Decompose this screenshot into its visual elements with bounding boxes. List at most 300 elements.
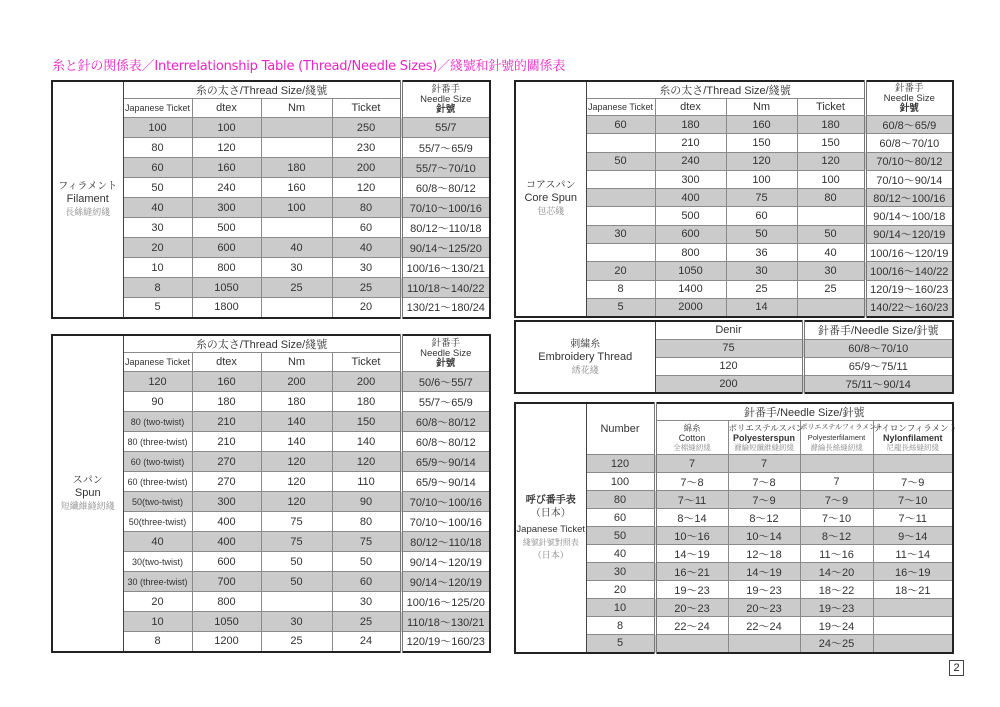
needle-header-cn: 針號 — [436, 103, 456, 115]
ticket-cell: 120 — [797, 152, 865, 170]
japanese-ticket-cell: 50(three-twist) — [123, 512, 192, 532]
ticket-cell: 140 — [332, 432, 401, 452]
needle-size-cell: 80/12～110/18 — [401, 532, 490, 552]
cotton-cell — [655, 635, 728, 653]
embroidery-table — [514, 320, 954, 394]
dtex-cell: 270 — [192, 452, 261, 472]
japanese-ticket-cell: 30 (three-twist) — [123, 572, 192, 592]
embroidery-label-en: Embroidery Thread — [538, 350, 633, 363]
japanese-ticket-cell: 60 (three-twist) — [123, 472, 192, 492]
needle-size-cell: 120/19～160/23 — [865, 280, 953, 298]
needle-size-cell: 80/12～100/16 — [865, 189, 953, 207]
dtex-cell: 1400 — [655, 280, 726, 298]
core-spun-label-cn: 包芯綫 — [537, 206, 565, 217]
needle-size-cell: 70/10～90/14 — [865, 170, 953, 188]
nm-cell: 30 — [261, 612, 332, 632]
dtex-cell: 600 — [192, 238, 261, 258]
polyester-spun-cell: 12～18 — [728, 545, 800, 563]
needle-size-cell: 70/10～100/16 — [401, 198, 490, 218]
cotton-cell: 8～14 — [655, 509, 728, 527]
japanese-ticket-cell: 50(two-twist) — [123, 492, 192, 512]
dtex-cell: 700 — [192, 572, 261, 592]
nm-cell: 120 — [261, 472, 332, 492]
japanese-ticket-cell — [586, 189, 655, 207]
polyester-spun-header — [728, 421, 804, 455]
dtex-cell: 500 — [655, 207, 726, 225]
japanese-ticket-cell: 20 — [586, 262, 655, 280]
japanese-ticket-header: Japanese Ticket — [586, 99, 655, 116]
filament-label-en: Filament — [66, 192, 109, 205]
needle-size-cell: 110/18～140/22 — [401, 278, 490, 298]
number-cell: 40 — [586, 545, 655, 563]
polyester-filament-cell: 24～25 — [800, 635, 873, 653]
nm-cell: 50 — [726, 225, 797, 243]
japanese-ticket-cell: 40 — [123, 198, 192, 218]
needle-size-header — [401, 81, 490, 118]
polyester-spun-cell: 10～14 — [728, 527, 800, 545]
nm-cell: 100 — [261, 198, 332, 218]
embroidery-label — [515, 321, 655, 393]
ticket-cell: 30 — [797, 262, 865, 280]
filament-label — [52, 81, 123, 318]
ticket-cell: 30 — [332, 258, 401, 278]
ticket-cell: 80 — [332, 512, 401, 532]
needle-size-header: 針番手/Needle Size/針號 — [655, 403, 953, 421]
dtex-cell: 180 — [655, 116, 726, 134]
nylon-filament-cell — [873, 617, 953, 635]
needle-size-cell: 100/16～130/21 — [401, 258, 490, 278]
needle-header-jp: 針番手 — [431, 337, 461, 349]
nm-cell — [261, 218, 332, 238]
polyester-spun-header-en: Polyesterspun — [732, 432, 796, 443]
ticket-cell: 80 — [797, 189, 865, 207]
nm-cell: 50 — [261, 572, 332, 592]
core-spun-body — [515, 81, 953, 317]
polyester-filament-cell: 19～23 — [800, 599, 873, 617]
japanese-ticket-cell: 20 — [123, 238, 192, 258]
polyester-filament-cell: 7～10 — [800, 509, 873, 527]
polyester-spun-cell: 7～8 — [728, 473, 800, 491]
polyester-spun-cell: 8～12 — [728, 509, 800, 527]
dtex-cell: 210 — [192, 412, 261, 432]
nm-cell: 40 — [261, 238, 332, 258]
japanese-ticket-cell: 10 — [123, 258, 192, 278]
japanese-ticket-cell: 40 — [123, 532, 192, 552]
polyester-spun-cell: 20～23 — [728, 599, 800, 617]
dtex-cell: 1050 — [192, 278, 261, 298]
dtex-cell: 1200 — [192, 632, 261, 652]
ticket-cell: 25 — [332, 278, 401, 298]
japanese-ticket-cell: 90 — [123, 392, 192, 412]
nm-header: Nm — [261, 99, 332, 118]
ticket-cell: 25 — [332, 612, 401, 632]
polyester-spun-header-jp: ポリエステルスパン — [728, 422, 804, 433]
japanese-ticket-cell: 20 — [123, 592, 192, 612]
polyester-spun-header-cn: 滌綸短纖維縫紉綫 — [734, 442, 794, 452]
nm-cell: 180 — [261, 392, 332, 412]
needle-size-cell: 55/7 — [401, 118, 490, 138]
ticket-cell: 50 — [332, 552, 401, 572]
dtex-cell: 500 — [192, 218, 261, 238]
ticket-cell: 75 — [332, 532, 401, 552]
japanese-ticket-cell: 8 — [586, 280, 655, 298]
japanese-ticket-cell: 60 — [123, 158, 192, 178]
polyester-filament-cell: 18～22 — [800, 581, 873, 599]
ticket-cell: 250 — [332, 118, 401, 138]
dtex-cell: 270 — [192, 472, 261, 492]
ticket-cell: 40 — [332, 238, 401, 258]
nm-cell: 60 — [726, 207, 797, 225]
japanese-ticket-body — [515, 403, 957, 653]
nm-cell: 50 — [261, 552, 332, 572]
ticket-cell: 150 — [797, 134, 865, 152]
needle-header-cn: 針號 — [899, 102, 919, 114]
japanese-ticket-cell: 60 (two-twist) — [123, 452, 192, 472]
polyester-filament-cell: 19～24 — [800, 617, 873, 635]
nm-cell: 30 — [261, 258, 332, 278]
nm-cell: 25 — [261, 632, 332, 652]
number-header: Number — [586, 403, 655, 455]
polyester-filament-cell: 7 — [800, 473, 873, 491]
polyester-filament-cell: 8～12 — [800, 527, 873, 545]
japanese-ticket-cell — [586, 134, 655, 152]
needle-size-cell: 65/9～90/14 — [401, 472, 490, 492]
filament-table — [51, 80, 491, 319]
cotton-header-en: Cotton — [678, 432, 706, 443]
cotton-cell: 7～8 — [655, 473, 728, 491]
header-row — [52, 81, 490, 99]
ticket-cell: 30 — [332, 592, 401, 612]
japanese-ticket-cell — [586, 170, 655, 188]
nylon-filament-header-cn: 尼龍長絲縫紉綫 — [886, 442, 939, 452]
ticket-cell: 230 — [332, 138, 401, 158]
ticket-cell: 120 — [332, 178, 401, 198]
needle-size-cell: 80/12～110/18 — [401, 218, 490, 238]
core-spun-table — [514, 80, 954, 318]
nm-cell: 36 — [726, 244, 797, 262]
embroidery-needle-header: 針番手/Needle Size/針號 — [803, 321, 953, 339]
japanese-ticket-label-cn2: （日本） — [532, 549, 569, 560]
ticket-cell: 60 — [332, 572, 401, 592]
polyester-filament-cell: 14～20 — [800, 563, 873, 581]
polyester-spun-cell: 19～23 — [728, 581, 800, 599]
polyester-spun-cell — [728, 635, 800, 653]
nm-cell — [261, 118, 332, 138]
number-cell: 30 — [586, 563, 655, 581]
needle-size-cell: 140/22～160/23 — [865, 298, 953, 316]
dtex-cell: 300 — [192, 198, 261, 218]
needle-size-cell: 100/16～120/19 — [865, 244, 953, 262]
dtex-cell: 300 — [192, 492, 261, 512]
nylon-filament-cell: 7～9 — [873, 473, 953, 491]
ticket-cell: 120 — [332, 452, 401, 472]
ticket-cell: 150 — [332, 412, 401, 432]
polyester-spun-cell: 14～19 — [728, 563, 800, 581]
needle-size-cell: 70/10～100/16 — [401, 512, 490, 532]
cotton-cell: 7～11 — [655, 491, 728, 509]
japanese-ticket-label — [515, 403, 586, 653]
nm-cell: 120 — [726, 152, 797, 170]
dtex-cell: 160 — [192, 158, 261, 178]
needle-size-cell: 120/19～160/23 — [401, 632, 490, 652]
japanese-ticket-label-en: Japanese Ticket — [516, 523, 586, 535]
japanese-ticket-cell: 50 — [586, 152, 655, 170]
dtex-cell: 300 — [655, 170, 726, 188]
japanese-ticket-cell: 100 — [123, 118, 192, 138]
needle-size-cell: 65/9～90/14 — [401, 452, 490, 472]
nylon-filament-cell — [873, 599, 953, 617]
core-spun-label-jp: コアスパン — [525, 180, 576, 192]
cotton-cell: 19～23 — [655, 581, 728, 599]
polyester-filament-cell — [800, 455, 873, 473]
polyester-filament-header — [800, 421, 884, 455]
nm-header: Nm — [261, 353, 332, 372]
polyester-filament-header-cn: 滌綸長絲縫紉綫 — [810, 442, 863, 452]
dtex-cell: 210 — [655, 134, 726, 152]
japanese-ticket-cell: 30 — [586, 225, 655, 243]
number-cell: 100 — [586, 473, 655, 491]
nm-cell: 25 — [261, 278, 332, 298]
japanese-ticket-cell — [586, 207, 655, 225]
filament-label-cn: 長絲縫紉綫 — [65, 206, 111, 217]
dtex-cell: 240 — [192, 178, 261, 198]
cotton-header — [655, 421, 728, 455]
ticket-cell: 110 — [332, 472, 401, 492]
dtex-cell: 600 — [192, 552, 261, 572]
nm-cell: 100 — [726, 170, 797, 188]
japanese-ticket-cell: 60 — [586, 116, 655, 134]
denir-cell: 200 — [655, 375, 803, 393]
nylon-filament-header-en: Nylonfilament — [882, 432, 943, 443]
needle-size-cell: 60/8～80/12 — [401, 412, 490, 432]
nm-cell: 120 — [261, 452, 332, 472]
polyester-spun-cell: 22～24 — [728, 617, 800, 635]
dtex-header: dtex — [655, 99, 726, 116]
dtex-cell: 2000 — [655, 298, 726, 316]
dtex-cell: 120 — [192, 138, 261, 158]
japanese-ticket-cell — [586, 244, 655, 262]
japanese-ticket-cell: 30 — [123, 218, 192, 238]
needle-size-cell: 90/14～120/19 — [865, 225, 953, 243]
japanese-ticket-table — [514, 402, 957, 654]
nm-header: Nm — [726, 99, 797, 116]
nm-cell: 30 — [726, 262, 797, 280]
polyester-filament-cell: 11～16 — [800, 545, 873, 563]
spun-table — [51, 334, 491, 653]
nylon-filament-cell — [873, 635, 953, 653]
nm-cell: 25 — [726, 280, 797, 298]
needle-size-cell: 60/8～80/12 — [401, 432, 490, 452]
nm-cell: 75 — [261, 532, 332, 552]
needle-size-cell: 60/8～65/9 — [865, 116, 953, 134]
ticket-header: Ticket — [332, 99, 401, 118]
polyester-filament-cell: 7～9 — [800, 491, 873, 509]
needle-size-cell: 60/8～80/12 — [401, 178, 490, 198]
japanese-ticket-cell: 5 — [586, 298, 655, 316]
number-cell: 8 — [586, 617, 655, 635]
ticket-cell: 100 — [797, 170, 865, 188]
japanese-ticket-label-cn: 綫號針號對照表 — [522, 537, 579, 547]
spun-body — [52, 335, 490, 652]
japanese-ticket-cell: 8 — [123, 632, 192, 652]
spun-label-jp: スパン — [72, 474, 103, 486]
ticket-cell: 60 — [332, 218, 401, 238]
embroidery-label-jp: 刺繍糸 — [570, 338, 601, 350]
ticket-cell: 40 — [797, 244, 865, 262]
denir-cell: 75 — [655, 339, 803, 357]
cotton-cell: 14～19 — [655, 545, 728, 563]
needle-cell: 75/11～90/14 — [803, 375, 953, 393]
nylon-filament-cell — [873, 455, 953, 473]
needle-cell: 65/9～75/11 — [803, 357, 953, 375]
embroidery-label-cn: 綉花綫 — [571, 364, 599, 375]
spun-label — [52, 335, 123, 652]
needle-header-jp: 針番手 — [895, 82, 924, 94]
nm-cell — [261, 298, 332, 318]
nm-cell: 160 — [726, 116, 797, 134]
number-cell: 60 — [586, 509, 655, 527]
nm-cell: 160 — [261, 178, 332, 198]
japanese-ticket-cell: 10 — [123, 612, 192, 632]
nm-cell — [261, 138, 332, 158]
ticket-cell: 50 — [797, 225, 865, 243]
header-row — [515, 81, 953, 99]
page-number: 2 — [949, 660, 964, 676]
ticket-cell: 180 — [332, 392, 401, 412]
japanese-ticket-cell: 80 (two-twist) — [123, 412, 192, 432]
ticket-header: Ticket — [332, 353, 401, 372]
nm-cell: 140 — [261, 412, 332, 432]
nm-cell: 150 — [726, 134, 797, 152]
dtex-cell: 800 — [192, 258, 261, 278]
needle-cell: 60/8～70/10 — [803, 339, 953, 357]
nm-cell: 200 — [261, 372, 332, 392]
japanese-ticket-cell: 80 — [123, 138, 192, 158]
thread-size-header: 糸の太さ/Thread Size/綫號 — [123, 335, 401, 353]
needle-header-en: Needle Size — [420, 347, 472, 359]
cotton-cell: 16～21 — [655, 563, 728, 581]
ticket-cell: 24 — [332, 632, 401, 652]
ticket-cell — [797, 207, 865, 225]
number-cell: 10 — [586, 599, 655, 617]
dtex-header: dtex — [192, 99, 261, 118]
polyester-filament-header-jp: ポリエステルフィラメント — [800, 423, 884, 431]
nylon-filament-cell: 9～14 — [873, 527, 953, 545]
needle-size-cell: 70/10～80/12 — [865, 152, 953, 170]
dtex-cell: 800 — [655, 244, 726, 262]
japanese-ticket-label-jp2: （日本） — [530, 507, 571, 519]
japanese-ticket-cell: 8 — [123, 278, 192, 298]
dtex-cell: 1050 — [655, 262, 726, 280]
cotton-header-cn: 全棉縫紉綫 — [673, 442, 711, 452]
needle-header-en: Needle Size — [420, 93, 472, 105]
ticket-cell: 20 — [332, 298, 401, 318]
ticket-cell: 200 — [332, 158, 401, 178]
needle-size-cell: 50/6～55/7 — [401, 372, 490, 392]
needle-size-cell: 100/16～140/22 — [865, 262, 953, 280]
number-cell: 80 — [586, 491, 655, 509]
dtex-cell: 180 — [192, 392, 261, 412]
needle-size-cell: 55/7～65/9 — [401, 138, 490, 158]
dtex-cell: 1050 — [192, 612, 261, 632]
dtex-cell: 800 — [192, 592, 261, 612]
needle-size-cell: 100/16～125/20 — [401, 592, 490, 612]
japanese-ticket-cell: 30(two-twist) — [123, 552, 192, 572]
filament-label-jp: フィラメント — [58, 180, 118, 192]
nylon-filament-cell: 11～14 — [873, 545, 953, 563]
cotton-cell: 10～16 — [655, 527, 728, 545]
dtex-cell: 160 — [192, 372, 261, 392]
cotton-header-jp: 綿糸 — [683, 422, 701, 433]
nm-cell — [261, 592, 332, 612]
thread-size-header: 糸の太さ/Thread Size/綫號 — [123, 81, 401, 99]
denir-cell: 120 — [655, 357, 803, 375]
ticket-header: Ticket — [797, 99, 865, 116]
cotton-cell: 22～24 — [655, 617, 728, 635]
dtex-cell: 600 — [655, 225, 726, 243]
ticket-cell: 90 — [332, 492, 401, 512]
core-spun-label — [515, 81, 586, 317]
ticket-cell: 25 — [797, 280, 865, 298]
japanese-ticket-header: Japanese Ticket — [123, 99, 192, 118]
needle-size-cell: 55/7～65/9 — [401, 392, 490, 412]
nylon-filament-cell: 7～11 — [873, 509, 953, 527]
nm-cell: 14 — [726, 298, 797, 316]
spun-label-en: Spun — [74, 486, 101, 499]
ticket-cell: 200 — [332, 372, 401, 392]
nylon-filament-header-jp: ナイロンフィラメント — [873, 422, 957, 433]
page-title: 糸と針の関係表／Interrelationship Table (Thread/Needle Sizes)／綫號和針號的關係表 — [52, 59, 566, 74]
nm-cell: 180 — [261, 158, 332, 178]
spun-label-cn: 短纖維縫紉綫 — [60, 500, 115, 511]
japanese-ticket-cell: 5 — [123, 298, 192, 318]
header-row — [515, 403, 953, 421]
needle-size-cell: 90/14～120/19 — [401, 552, 490, 572]
japanese-ticket-cell: 120 — [123, 372, 192, 392]
needle-size-header — [865, 81, 953, 116]
needle-size-cell: 90/14～125/20 — [401, 238, 490, 258]
dtex-header: dtex — [192, 353, 261, 372]
thread-size-header: 糸の太さ/Thread Size/綫號 — [586, 81, 865, 99]
polyester-spun-cell: 7 — [728, 455, 800, 473]
dtex-cell: 210 — [192, 432, 261, 452]
number-cell: 50 — [586, 527, 655, 545]
core-spun-label-en: Core Spun — [524, 192, 578, 205]
japanese-ticket-label-jp: 呼び番手表 — [525, 494, 576, 506]
denir-header: Denir — [655, 321, 803, 339]
nm-cell: 120 — [261, 492, 332, 512]
dtex-cell: 400 — [192, 512, 261, 532]
ticket-cell: 80 — [332, 198, 401, 218]
header-row — [52, 335, 490, 353]
ticket-cell — [797, 298, 865, 316]
needle-size-cell: 90/14～120/19 — [401, 572, 490, 592]
nylon-filament-header — [873, 421, 957, 455]
japanese-ticket-cell: 50 — [123, 178, 192, 198]
filament-body — [52, 81, 490, 318]
ticket-cell: 180 — [797, 116, 865, 134]
dtex-cell: 240 — [655, 152, 726, 170]
needle-size-cell: 55/7～70/10 — [401, 158, 490, 178]
japanese-ticket-header: Japanese Ticket — [123, 353, 192, 372]
needle-size-header — [401, 335, 490, 372]
cotton-cell: 7 — [655, 455, 728, 473]
nylon-filament-cell: 18～21 — [873, 581, 953, 599]
dtex-cell: 1800 — [192, 298, 261, 318]
nm-cell: 140 — [261, 432, 332, 452]
polyester-filament-header-en: Polyesterfilament — [807, 432, 866, 442]
nylon-filament-cell: 7～10 — [873, 491, 953, 509]
